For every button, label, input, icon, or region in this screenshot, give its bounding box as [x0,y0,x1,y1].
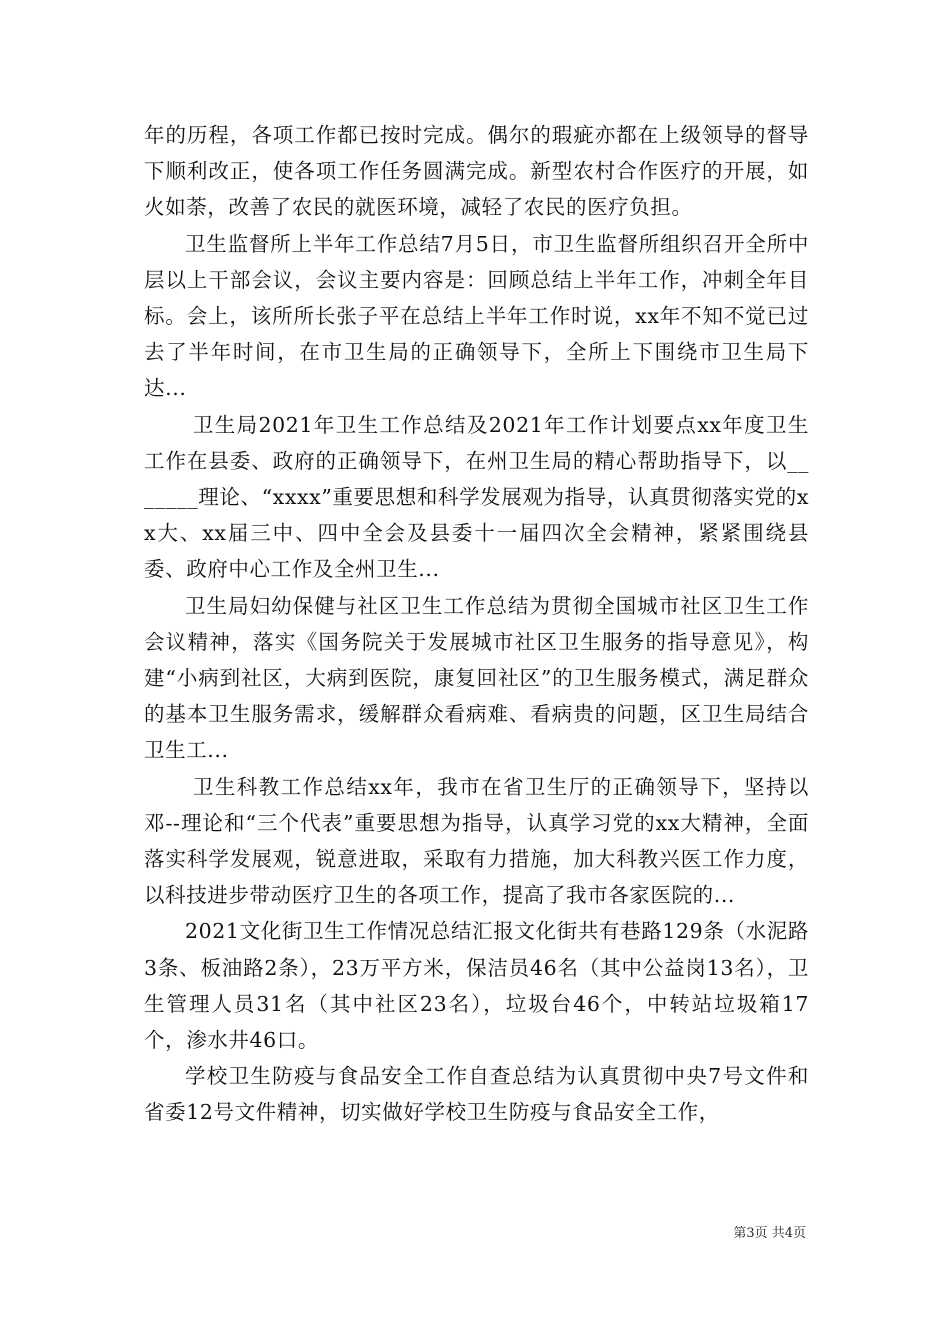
paragraph-3: 卫生局2021年卫生工作总结及2021年工作计划要点xx年度卫生工作在县委、政府的正确领导下，在州卫生局的精心帮助指导下，以_______理论、“xxxx”重要思想和科学发展观为指导，认真贯彻落实党的xx大、xx届三中、四中全会及县委十一届四次全会精神，紧紧围绕县委、政府中心工作及全州卫生... [144,412,809,582]
paragraph-1: 年的历程，各项工作都已按时完成。偶尔的瑕疵亦都在上级领导的督导下顺利改正，使各项工作任务圆满完成。新型农村合作医疗的开展，如火如荼，改善了农民的就医环境，减轻了农民的医疗负担。 [144,123,809,220]
document-body [144,117,809,1131]
paragraph-2: 卫生监督所上半年工作总结7月5日，市卫生监督所组织召开全所中层以上干部会议，会议主要内容是：回顾总结上半年工作，冲刺全年目标。会上，该所所长张子平在总结上半年工作时说，xx年不知不觉已过去了半年时间，在市卫生局的正确领导下，全所上下围绕市卫生局下达... [144,231,809,401]
paragraph-6: 2021文化街卫生工作情况总结汇报文化街共有巷路129条（水泥路3条、板油路2条），23万平方米，保洁员46名（其中公益岗13名），卫生管理人员31名（其中社区23名），垃圾台46个，中转站垃圾箱17个，渗水井46口。 [144,919,809,1053]
paragraph-7: 学校卫生防疫与食品安全工作自查总结为认真贯彻中央7号文件和省委12号文件精神，切实做好学校卫生防疫与食品安全工作， [144,1064,809,1125]
paragraph-5: 卫生科教工作总结xx年，我市在省卫生厅的正确领导下，坚持以邓--理论和“三个代表”重要思想为指导，认真学习党的xx大精神，全面落实科学发展观，锐意进取，采取有力措施，加大科教兴医工作力度，以科技进步带动医疗卫生的各项工作，提高了我市各家医院的... [144,774,809,908]
page-number-footer: 第3页 共4页 [733,1226,806,1241]
paragraph-4: 卫生局妇幼保健与社区卫生工作总结为贯彻全国城市社区卫生工作会议精神，落实《国务院关于发展城市社区卫生服务的指导意见》，构建“小病到社区，大病到医院，康复回社区”的卫生服务模式，满足群众的基本卫生服务需求，缓解群众看病难、看病贵的问题，区卫生局结合卫生工... [144,593,809,763]
